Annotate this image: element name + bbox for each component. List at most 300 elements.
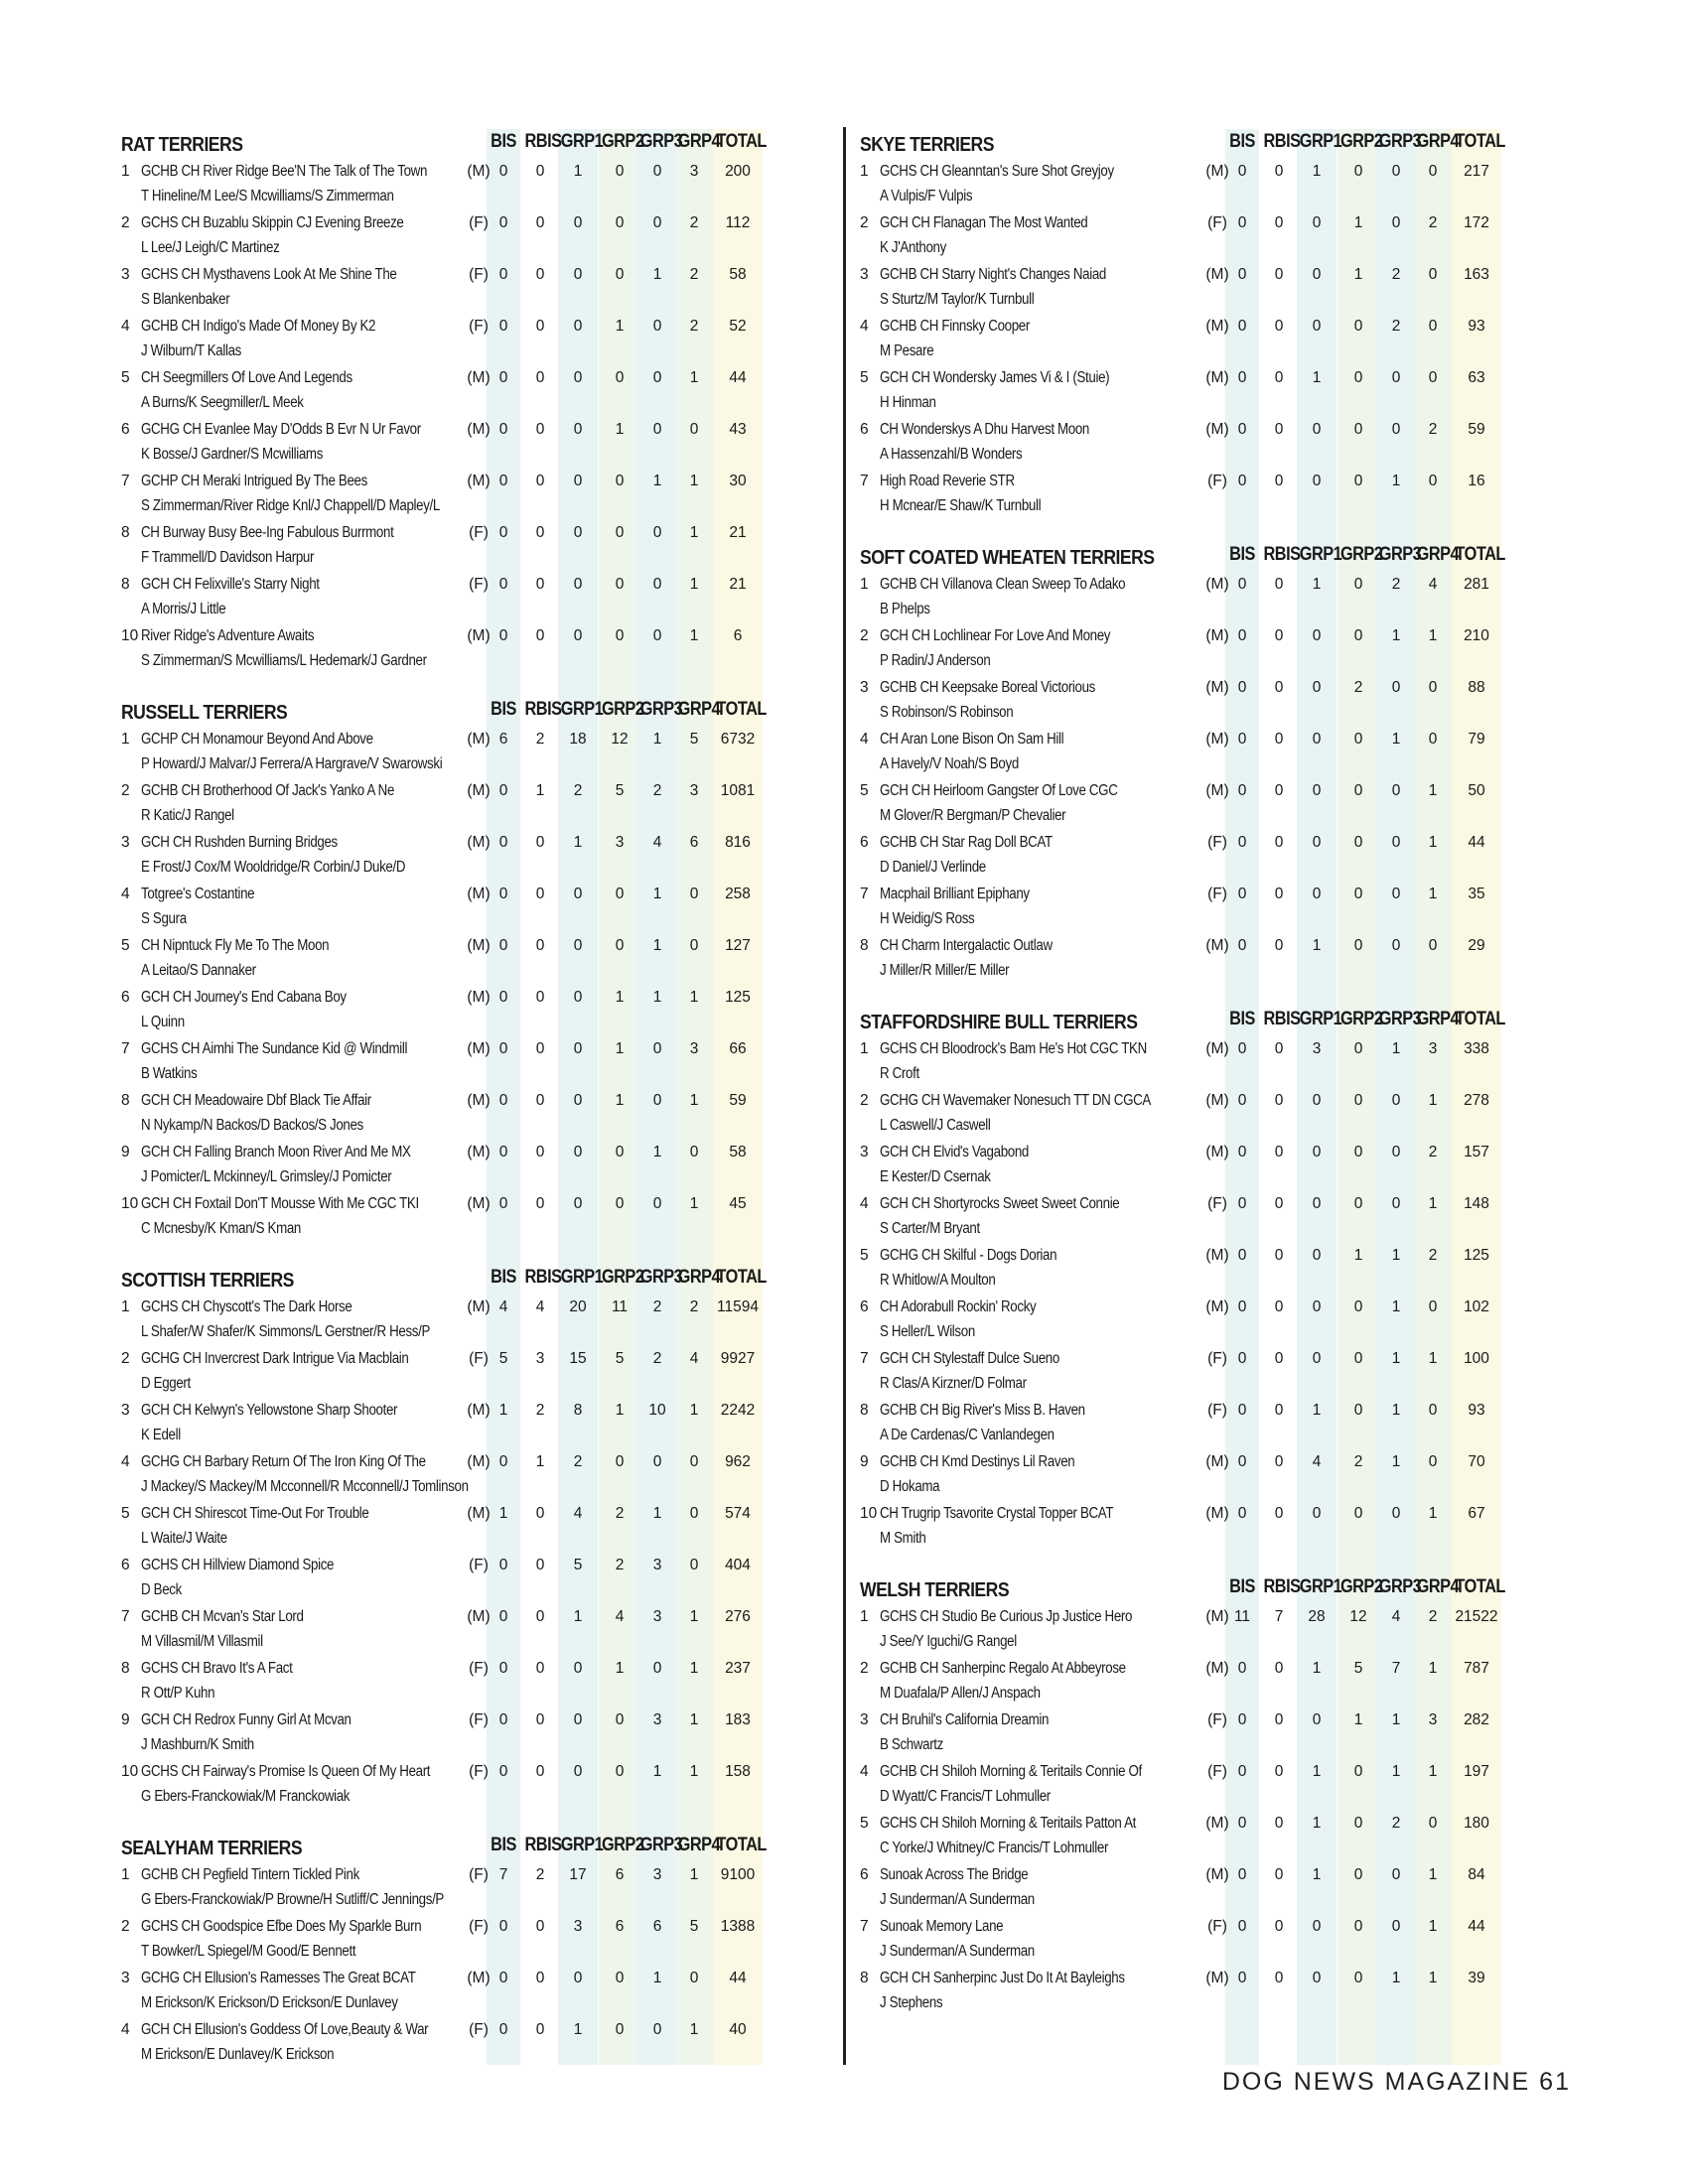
stat-bis: 7 [498, 1866, 508, 1883]
owner-names: S Heller/L Wilson [880, 1323, 975, 1340]
stat-bis: 0 [498, 524, 508, 541]
dog-name: GCHB CH Big River's Miss B. Haven [880, 1402, 1085, 1419]
stat-grp4: 1 [1428, 1763, 1438, 1780]
column-header-grp1: GRP1 [1299, 544, 1342, 565]
stat-grp3: 4 [1391, 1608, 1401, 1625]
column-header-grp2: GRP2 [1339, 1576, 1383, 1597]
owner-names: J Stephens [880, 1994, 943, 2011]
stat-total: 21 [729, 524, 747, 541]
column-header-grp2: GRP2 [1339, 1009, 1383, 1029]
stat-grp1: 1 [573, 163, 583, 180]
sex-indicator: (F) [469, 318, 489, 335]
stat-total: 2242 [720, 1402, 756, 1419]
owner-names: J See/Y Iguchi/G Rangel [880, 1633, 1017, 1650]
stat-grp2: 1 [1353, 266, 1363, 283]
stat-grp2: 0 [1353, 369, 1363, 386]
stat-rbis: 0 [535, 369, 545, 386]
ranking-row [121, 572, 816, 623]
column-header-rbis: RBIS [524, 699, 562, 720]
ranking-row [860, 365, 1555, 417]
stat-grp2: 0 [1353, 576, 1363, 593]
stat-grp2: 12 [611, 731, 629, 748]
stat-grp3: 2 [1391, 576, 1401, 593]
stat-rbis: 0 [1274, 318, 1284, 335]
stat-bis: 1 [498, 1505, 508, 1522]
stat-grp3: 3 [652, 1866, 662, 1883]
stat-grp2: 0 [615, 937, 625, 954]
ranking-row [121, 623, 816, 675]
section-header [860, 1007, 1555, 1034]
section-header [860, 1574, 1555, 1602]
column-header-grp3: GRP3 [639, 1835, 683, 1855]
stat-total: 79 [1468, 731, 1485, 748]
ranking-row [860, 1398, 1555, 1449]
stat-grp1: 0 [1312, 1144, 1322, 1160]
stat-grp4: 0 [1428, 473, 1438, 489]
stat-grp1: 0 [1312, 473, 1322, 489]
stat-grp3: 0 [1391, 886, 1401, 902]
stat-total: 21522 [1455, 1608, 1498, 1625]
ranking-row [860, 314, 1555, 365]
rank-number: 10 [860, 1505, 878, 1522]
rank-number: 4 [121, 2021, 130, 2038]
sex-indicator: (M) [467, 1195, 491, 1212]
dog-name: GCHB CH River Ridge Bee'N The Talk of The Town [141, 163, 428, 180]
dog-name: CH Burway Busy Bee-Ing Fabulous Burrmont [141, 524, 394, 541]
column-header-grp1: GRP1 [560, 1835, 604, 1855]
section-title: SCOTTISH TERRIERS [121, 1270, 294, 1292]
rank-number: 5 [121, 369, 130, 386]
stat-rbis: 0 [1274, 1866, 1284, 1883]
ranking-row [860, 1862, 1555, 1914]
dog-name: GCHS CH Bravo It's A Fact [141, 1660, 293, 1677]
stat-grp1: 0 [573, 266, 583, 283]
stat-grp4: 3 [689, 1040, 699, 1057]
stat-grp4: 0 [689, 1505, 699, 1522]
sex-indicator: (M) [467, 1608, 491, 1625]
stat-grp4: 6 [689, 834, 699, 851]
stat-grp2: 0 [1353, 782, 1363, 799]
breed-section [121, 129, 816, 675]
dog-name: GCHS CH Fairway's Promise Is Queen Of My Heart [141, 1763, 431, 1780]
stat-rbis: 0 [535, 1711, 545, 1728]
stat-grp4: 2 [1428, 214, 1438, 231]
stat-grp3: 1 [1391, 1763, 1401, 1780]
stat-total: 237 [725, 1660, 751, 1677]
owner-names: S Blankenbaker [141, 291, 230, 308]
stat-grp4: 0 [689, 937, 699, 954]
rank-number: 7 [860, 1350, 869, 1367]
rank-number: 8 [121, 524, 130, 541]
stat-grp4: 5 [689, 1918, 699, 1935]
stat-grp1: 28 [1308, 1608, 1326, 1625]
stat-rbis: 0 [1274, 576, 1284, 593]
column-header-grp2: GRP2 [601, 1835, 644, 1855]
stat-rbis: 0 [535, 834, 545, 851]
stat-grp1: 0 [1312, 266, 1322, 283]
stat-grp2: 0 [615, 1144, 625, 1160]
stat-total: 63 [1468, 369, 1485, 386]
owner-names: L Caswell/J Caswell [880, 1117, 991, 1134]
stat-total: 163 [1464, 266, 1489, 283]
sex-indicator: (M) [1205, 1040, 1229, 1057]
section-header [121, 697, 816, 725]
stat-total: 102 [1464, 1298, 1489, 1315]
sex-indicator: (M) [467, 369, 491, 386]
section-header [121, 129, 816, 157]
rank-number: 1 [860, 163, 869, 180]
stat-rbis: 0 [535, 1557, 545, 1573]
stat-grp3: 1 [652, 989, 662, 1006]
breed-section [860, 129, 1555, 520]
stat-grp3: 1 [1391, 731, 1401, 748]
stat-rbis: 0 [1274, 1350, 1284, 1367]
stat-bis: 0 [1237, 1970, 1247, 1986]
dog-name: Sunoak Across The Bridge [880, 1866, 1029, 1883]
stat-grp2: 5 [615, 1350, 625, 1367]
stat-grp3: 0 [1391, 1144, 1401, 1160]
stat-bis: 0 [1237, 421, 1247, 438]
rank-number: 9 [860, 1453, 869, 1470]
dog-name: GCHG CH Ellusion's Ramesses The Great BCAT [141, 1970, 416, 1986]
stat-total: 100 [1464, 1350, 1489, 1367]
rank-number: 6 [121, 989, 130, 1006]
sex-indicator: (M) [1205, 1505, 1229, 1522]
sex-indicator: (F) [1207, 1918, 1227, 1935]
rank-number: 6 [121, 421, 130, 438]
stat-total: 574 [725, 1505, 751, 1522]
sex-indicator: (F) [1207, 886, 1227, 902]
stat-grp3: 10 [648, 1402, 666, 1419]
ranking-row [860, 1656, 1555, 1707]
stat-bis: 0 [498, 1144, 508, 1160]
stat-grp2: 0 [615, 214, 625, 231]
stat-grp1: 8 [573, 1402, 583, 1419]
stat-total: 52 [729, 318, 747, 335]
column-header-grp1: GRP1 [1299, 1009, 1342, 1029]
dog-name: GCH CH Falling Branch Moon River And Me MX [141, 1144, 411, 1160]
stat-total: 6732 [720, 731, 756, 748]
stat-grp1: 0 [573, 1092, 583, 1109]
stat-total: 127 [725, 937, 751, 954]
stat-grp3: 2 [652, 1350, 662, 1367]
sex-indicator: (M) [467, 1144, 491, 1160]
owner-names: D Eggert [141, 1375, 191, 1392]
column-header-grp4: GRP4 [677, 1267, 721, 1288]
stat-grp2: 6 [615, 1866, 625, 1883]
sex-indicator: (M) [1205, 1866, 1229, 1883]
stat-grp3: 2 [652, 782, 662, 799]
stat-bis: 0 [498, 627, 508, 644]
stat-total: 39 [1468, 1970, 1485, 1986]
ranking-row [860, 1501, 1555, 1553]
stat-rbis: 0 [1274, 1040, 1284, 1057]
sex-indicator: (M) [1205, 1144, 1229, 1160]
rank-number: 7 [860, 886, 869, 902]
dog-name: Totgree's Costantine [141, 886, 255, 902]
ranking-row [860, 1707, 1555, 1759]
dog-name: GCH CH Kelwyn's Yellowstone Sharp Shooter [141, 1402, 398, 1419]
dog-name: CH Trugrip Tsavorite Crystal Topper BCAT [880, 1505, 1114, 1522]
stat-total: 816 [725, 834, 751, 851]
stat-grp1: 3 [573, 1918, 583, 1935]
stat-grp4: 0 [1428, 266, 1438, 283]
dog-name: GCH CH Heirloom Gangster Of Love CGC [880, 782, 1118, 799]
dog-name: GCH CH Journey's End Cabana Boy [141, 989, 347, 1006]
ranking-row [121, 1553, 816, 1604]
rank-number: 1 [860, 1608, 869, 1625]
column-header-grp4: GRP4 [677, 131, 721, 152]
stat-total: 125 [1464, 1247, 1489, 1264]
stat-total: 962 [725, 1453, 751, 1470]
sex-indicator: (M) [467, 989, 491, 1006]
stat-grp3: 0 [652, 1092, 662, 1109]
stat-grp2: 12 [1349, 1608, 1367, 1625]
stat-grp3: 0 [1391, 679, 1401, 696]
stat-grp4: 1 [1428, 1092, 1438, 1109]
stat-grp4: 1 [689, 1608, 699, 1625]
stat-bis: 0 [1237, 1402, 1247, 1419]
dog-name: GCHP CH Monamour Beyond And Above [141, 731, 373, 748]
stat-grp2: 0 [615, 524, 625, 541]
dog-name: GCHB CH Finnsky Cooper [880, 318, 1030, 335]
rank-number: 8 [121, 1092, 130, 1109]
ranking-row [121, 882, 816, 933]
owner-names: J Pomicter/L Mckinney/L Grimsley/J Pomicter [141, 1168, 392, 1185]
stat-grp1: 0 [573, 1660, 583, 1677]
stat-grp2: 0 [1353, 1866, 1363, 1883]
stat-total: 197 [1464, 1763, 1489, 1780]
stat-bis: 6 [498, 731, 508, 748]
stat-rbis: 0 [535, 627, 545, 644]
ranking-row [860, 1966, 1555, 2017]
stat-rbis: 0 [1274, 782, 1284, 799]
owner-names: A De Cardenas/C Vanlandegen [880, 1427, 1055, 1443]
owner-names: C Yorke/J Whitney/C Francis/T Lohmuller [880, 1840, 1109, 1856]
stat-rbis: 0 [1274, 266, 1284, 283]
owner-names: B Phelps [880, 601, 930, 617]
stat-grp4: 3 [689, 782, 699, 799]
dog-name: GCH CH Elvid's Vagabond [880, 1144, 1029, 1160]
rank-number: 5 [121, 937, 130, 954]
ranking-row [860, 1759, 1555, 1811]
stat-rbis: 7 [1274, 1608, 1284, 1625]
stat-grp4: 2 [1428, 1247, 1438, 1264]
stat-grp4: 0 [1428, 1402, 1438, 1419]
stat-rbis: 0 [535, 1195, 545, 1212]
rank-number: 5 [860, 369, 869, 386]
sex-indicator: (F) [469, 214, 489, 231]
stat-grp3: 0 [1391, 1505, 1401, 1522]
stat-rbis: 0 [535, 1608, 545, 1625]
stat-grp2: 0 [615, 369, 625, 386]
stat-bis: 0 [1237, 731, 1247, 748]
stat-total: 158 [725, 1763, 751, 1780]
stat-total: 404 [725, 1557, 751, 1573]
stat-grp1: 1 [1312, 1866, 1322, 1883]
ranking-row [860, 1295, 1555, 1346]
dog-name: GCH CH Wondersky James Vi & I (Stuie) [880, 369, 1110, 386]
sex-indicator: (F) [469, 1350, 489, 1367]
stat-grp1: 4 [1312, 1453, 1322, 1470]
owner-names: H Mcnear/E Shaw/K Turnbull [880, 497, 1042, 514]
stat-total: 59 [1468, 421, 1485, 438]
dog-name: GCHB CH Sanherpinc Regalo At Abbeyrose [880, 1660, 1126, 1677]
stat-grp3: 3 [652, 1557, 662, 1573]
stat-grp1: 1 [1312, 576, 1322, 593]
dog-name: GCHS CH Aimhi The Sundance Kid @ Windmill [141, 1040, 408, 1057]
stat-grp2: 1 [615, 1660, 625, 1677]
stat-total: 200 [725, 163, 751, 180]
stat-grp3: 0 [652, 1453, 662, 1470]
stat-total: 50 [1468, 782, 1485, 799]
stat-rbis: 0 [1274, 1195, 1284, 1212]
stat-total: 93 [1468, 1402, 1485, 1419]
stat-grp4: 1 [689, 2021, 699, 2038]
stat-bis: 0 [498, 266, 508, 283]
rank-number: 9 [121, 1711, 130, 1728]
rank-number: 10 [121, 1763, 139, 1780]
rank-number: 2 [121, 1350, 130, 1367]
rank-number: 9 [121, 1144, 130, 1160]
stat-rbis: 0 [1274, 1298, 1284, 1315]
stat-grp4: 1 [1428, 1970, 1438, 1986]
stat-grp3: 0 [652, 2021, 662, 2038]
stat-grp2: 0 [1353, 421, 1363, 438]
owner-names: N Nykamp/N Backos/D Backos/S Jones [141, 1117, 363, 1134]
stat-grp1: 1 [573, 834, 583, 851]
stat-grp2: 6 [615, 1918, 625, 1935]
stat-grp3: 0 [652, 1040, 662, 1057]
stat-grp3: 0 [652, 421, 662, 438]
stat-grp4: 1 [1428, 1350, 1438, 1367]
sex-indicator: (M) [1205, 1608, 1229, 1625]
stat-bis: 0 [1237, 1660, 1247, 1677]
column-header-bis: BIS [1229, 131, 1255, 152]
column-header-total: TOTAL [716, 1267, 767, 1288]
stat-grp2: 0 [1353, 1815, 1363, 1832]
stat-grp4: 0 [1428, 937, 1438, 954]
rank-number: 1 [121, 1298, 130, 1315]
stat-rbis: 4 [535, 1298, 545, 1315]
stat-grp4: 1 [689, 1866, 699, 1883]
stat-grp1: 17 [569, 1866, 587, 1883]
stat-grp1: 0 [573, 1763, 583, 1780]
stat-grp1: 0 [573, 989, 583, 1006]
stat-bis: 0 [1237, 1298, 1247, 1315]
ranking-row [121, 262, 816, 314]
stat-grp4: 0 [1428, 731, 1438, 748]
stat-grp4: 0 [1428, 1453, 1438, 1470]
stat-total: 112 [725, 214, 751, 231]
dog-name: GCHG CH Barbary Return Of The Iron King Of The [141, 1453, 426, 1470]
stat-bis: 0 [498, 421, 508, 438]
stat-rbis: 0 [1274, 731, 1284, 748]
stat-grp2: 0 [1353, 1763, 1363, 1780]
ranking-row [121, 417, 816, 469]
stat-grp4: 1 [689, 369, 699, 386]
sex-indicator: (M) [467, 163, 491, 180]
ranking-row [121, 1966, 816, 2017]
stat-total: 9100 [720, 1866, 756, 1883]
sex-indicator: (M) [1205, 1092, 1229, 1109]
stat-grp4: 4 [689, 1350, 699, 1367]
stat-grp3: 0 [652, 214, 662, 231]
ranking-row [121, 1914, 816, 1966]
stat-total: 58 [729, 1144, 747, 1160]
stat-bis: 0 [498, 886, 508, 902]
stat-bis: 0 [1237, 1815, 1247, 1832]
stat-grp4: 0 [689, 421, 699, 438]
column-header-rbis: RBIS [1263, 131, 1301, 152]
owner-names: M Glover/R Bergman/P Chevalier [880, 807, 1066, 824]
stat-grp4: 1 [689, 1402, 699, 1419]
dog-name: GCHS CH Studio Be Curious Jp Justice Hero [880, 1608, 1133, 1625]
sex-indicator: (M) [467, 1040, 491, 1057]
owner-names: R Whitlow/A Moulton [880, 1272, 996, 1289]
owner-names: R Croft [880, 1065, 919, 1082]
ranking-row [121, 830, 816, 882]
rank-number: 8 [860, 1402, 869, 1419]
stat-grp4: 1 [689, 1092, 699, 1109]
stat-grp2: 11 [611, 1298, 629, 1315]
dog-name: GCH CH Shortyrocks Sweet Sweet Connie [880, 1195, 1120, 1212]
stat-bis: 0 [1237, 1711, 1247, 1728]
stat-total: 1388 [720, 1918, 756, 1935]
rank-number: 1 [121, 731, 130, 748]
stat-grp2: 0 [1353, 937, 1363, 954]
column-header-grp2: GRP2 [1339, 544, 1383, 565]
sex-indicator: (F) [469, 1866, 489, 1883]
rank-number: 2 [860, 1660, 869, 1677]
stat-total: 84 [1468, 1866, 1485, 1883]
stat-grp2: 0 [1353, 1092, 1363, 1109]
dog-name: GCHS CH Goodspice Efbe Does My Sparkle Burn [141, 1918, 422, 1935]
section-header [860, 542, 1555, 570]
dog-name: GCHS CH Hillview Diamond Spice [141, 1557, 335, 1573]
stat-rbis: 2 [535, 1402, 545, 1419]
dog-name: GCHG CH Evanlee May D'Odds B Evr N Ur Favor [141, 421, 421, 438]
stat-grp1: 5 [573, 1557, 583, 1573]
rank-number: 6 [860, 1298, 869, 1315]
owner-names: A Morris/J Little [141, 601, 226, 617]
stat-grp1: 1 [1312, 1402, 1322, 1419]
owner-names: J Sunderman/A Sunderman [880, 1891, 1035, 1908]
ranking-row [860, 262, 1555, 314]
ranking-row [860, 623, 1555, 675]
stat-grp3: 0 [652, 576, 662, 593]
stat-grp3: 1 [1391, 1402, 1401, 1419]
stat-grp1: 0 [1312, 834, 1322, 851]
stat-grp4: 1 [689, 1660, 699, 1677]
stat-bis: 0 [1237, 473, 1247, 489]
sex-indicator: (M) [1205, 369, 1229, 386]
stat-grp3: 0 [652, 369, 662, 386]
stat-grp1: 0 [573, 1040, 583, 1057]
dog-name: GCH CH Stylestaff Dulce Sueno [880, 1350, 1059, 1367]
stat-total: 172 [1464, 214, 1489, 231]
ranking-row [860, 159, 1555, 210]
stat-bis: 0 [498, 1660, 508, 1677]
owner-names: L Quinn [141, 1014, 185, 1030]
stat-rbis: 0 [1274, 1402, 1284, 1419]
ranking-row [860, 727, 1555, 778]
stat-grp2: 0 [615, 2021, 625, 2038]
stat-bis: 0 [498, 1763, 508, 1780]
stat-bis: 0 [1237, 1763, 1247, 1780]
column-header-grp3: GRP3 [1378, 1576, 1422, 1597]
stat-grp3: 0 [1391, 1866, 1401, 1883]
